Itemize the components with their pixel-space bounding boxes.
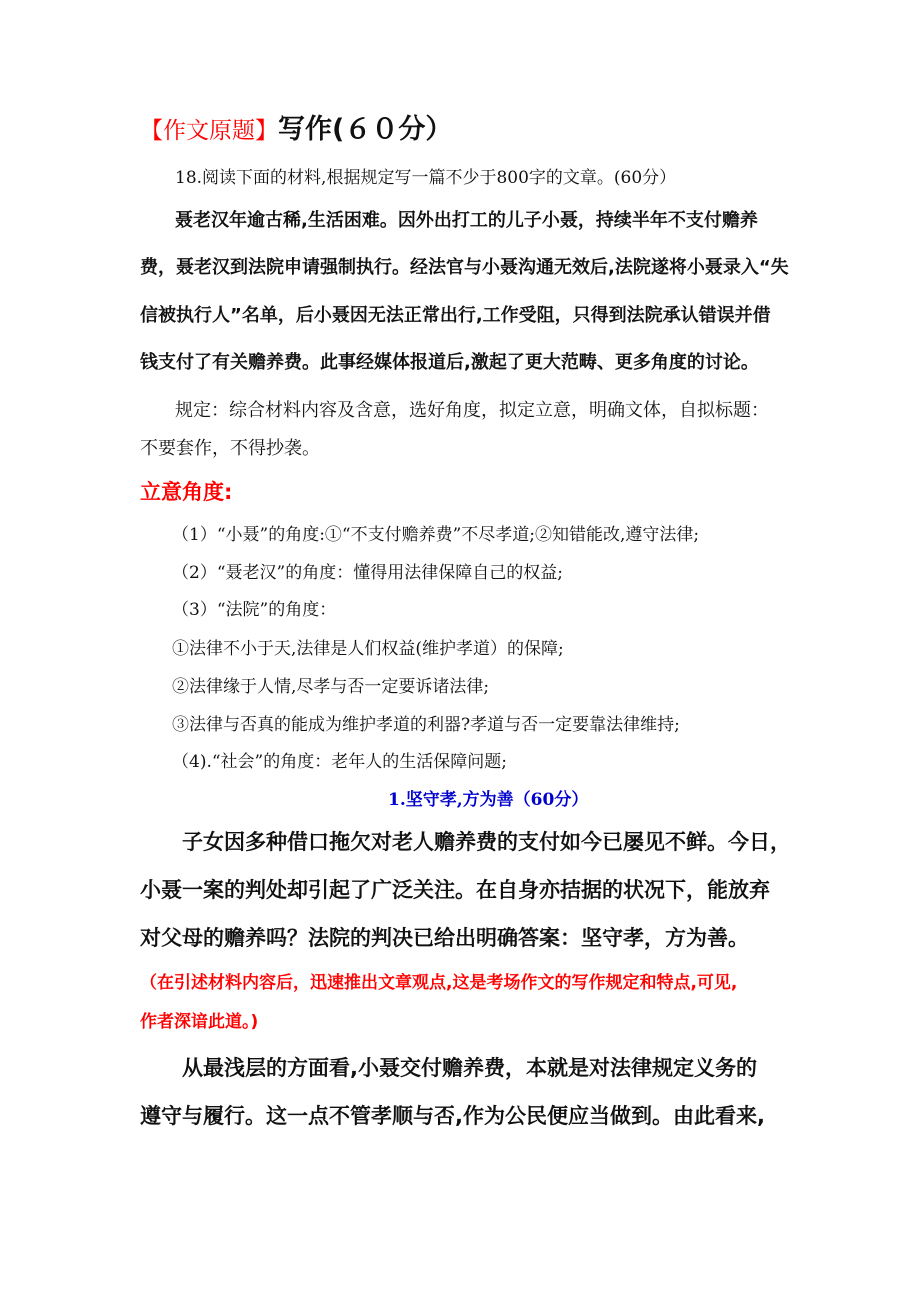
material-line: 信被执行人”名单，后小聂因无法正常出行,工作受阻，只得到法院承认错误并借	[140, 305, 771, 326]
angle-item: （2）“聂老汉”的角度：懂得用法律保障自己的权益;	[172, 563, 563, 583]
material-line: 钱支付了有关赡养费。此事经媒体报道后,激起了更大范畴、更多角度的讨论。	[140, 352, 759, 373]
angles-heading: 立意角度:	[140, 480, 233, 504]
essay-line: 子女因多种借口拖欠对老人赡养费的支付如今已屡见不鲜。今日，	[182, 830, 791, 854]
heading-tag: 【作文原题】	[140, 118, 278, 144]
requirement-line: 规定：综合材料内容及含意，选好角度，拟定立意，明确文体，自拟标题：	[175, 400, 769, 421]
material-line: 费，聂老汉到法院申请强制执行。经法官与小聂沟通无效后,法院遂将小聂录入“失	[140, 257, 789, 278]
essay-title: 1.坚守孝,方为善（60分）	[388, 790, 589, 810]
heading-title: 写作(６０分）	[278, 114, 453, 145]
heading	[140, 114, 452, 146]
essay-line: 对父母的赡养吗？法院的判决已给出明确答案：坚守孝，方为善。	[140, 926, 749, 950]
task-prompt: 18.阅读下面的材料,根据规定写一篇不少于800字的文章。(60分）	[175, 168, 677, 188]
essay-line: 从最浅层的方面看,小聂交付赡养费，本就是对法律规定义务的	[182, 1056, 757, 1080]
angle-item: （4).“社会”的角度：老年人的生活保障问题;	[172, 752, 507, 772]
requirement-line: 不要套作，不得抄袭。	[140, 438, 320, 459]
angle-item: （1）“小聂”的角度:①“不支付赡养费”不尽孝道;②知错能改,遵守法律;	[172, 525, 700, 545]
angle-item: ③法律与否真的能成为维护孝道的利器?孝道与否一定要靠法律维持;	[172, 715, 680, 735]
angle-item: ①法律不小于天,法律是人们权益(维护孝道）的保障;	[172, 639, 564, 659]
essay-line: 遵守与履行。这一点不管孝顺与否,作为公民便应当做到。由此看来,	[140, 1104, 765, 1128]
material-line: 聂老汉年逾古稀,生活困难。因外出打工的儿子小聂，持续半年不支付赡养	[175, 210, 758, 231]
comment-line: （在引述材料内容后，迅速推出文章观点,这是考场作文的写作规定和特点,可见,	[140, 973, 738, 993]
angle-item: ②法律缘于人情,尽孝与否一定要诉诸法律;	[172, 677, 490, 697]
comment-line: 作者深谙此道。)	[140, 1012, 259, 1032]
essay-line: 小聂一案的判处却引起了广泛关注。在自身亦拮据的状况下，能放弃	[140, 878, 770, 902]
angle-item: （3）“法院”的角度：	[172, 600, 337, 620]
